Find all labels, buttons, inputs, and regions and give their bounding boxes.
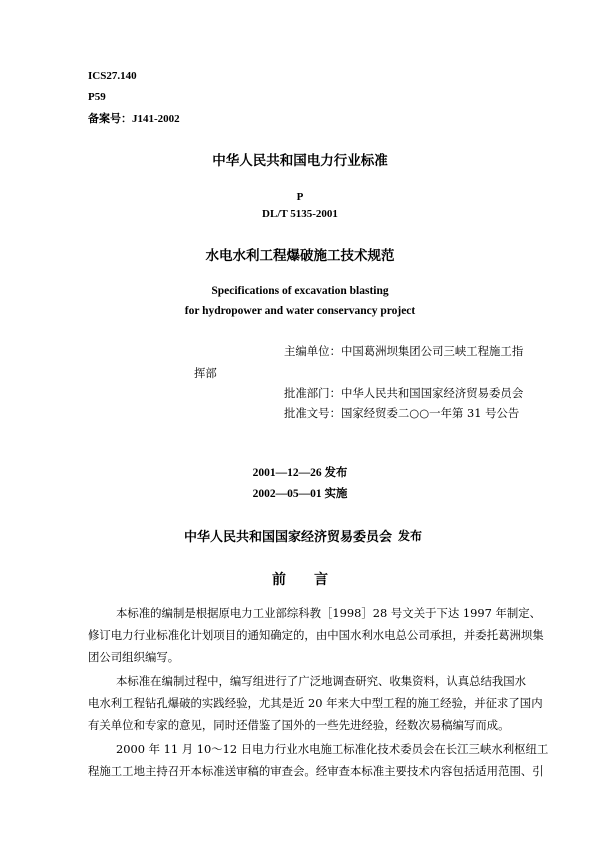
standard-number: DL/T 5135-2001	[262, 208, 338, 220]
code-letter: P	[296, 191, 304, 203]
title-en-line: for hydropower and water conservancy project	[184, 305, 416, 317]
foreword-line: 有关单位和专家的意见，同时还借鉴了国外的一些先进经验，经数次易稿编写而成。	[88, 718, 510, 732]
foreword-line: 电水利工程钻孔爆破的实践经验，尤其是近 20 年来大中型工程的施工经验，并征求了国内	[88, 696, 543, 710]
title-en-line: Specifications of excavation blasting	[211, 285, 389, 297]
foreword-line: 本标准的编制是根据原电力工业部综科教［1998］28 号文关于下达 1997 年制定、	[116, 606, 542, 620]
title-cn: 水电水利工程爆破施工技术规范	[205, 248, 395, 264]
record-number: 备案号：J141-2002	[88, 113, 180, 125]
implement-date: 2002—05—01 实施	[252, 488, 348, 500]
standard-category: 中华人民共和国电力行业标准	[212, 153, 388, 169]
foreword-line: 修订电力行业标准化计划项目的通知确定的，由中国水利水电总公司承担，并委托葛洲坝集	[88, 628, 544, 642]
approval-document: 批准文号：国家经贸委二○○一年第 31 号公告	[284, 406, 520, 420]
ics-code: ICS27.140	[88, 70, 137, 82]
issuer-action: 发布	[398, 529, 423, 543]
foreword-line: 本标准在编制过程中，编写组进行了广泛地调查研究、收集资料，认真总结我国水	[116, 674, 527, 688]
foreword-line: 2000 年 11 月 10～12 日电力行业水电施工标准化技术委员会在长江三峡水利枢纽工	[116, 742, 549, 756]
foreword-line: 团公司组织编写。	[88, 650, 180, 664]
editor-unit-continued: 挥部	[194, 366, 217, 380]
approving-department: 批准部门：中华人民共和国国家经济贸易委员会	[284, 386, 524, 400]
editor-unit: 主编单位：中国葛洲坝集团公司三峡工程施工指	[284, 344, 524, 358]
foreword-heading: 前 言	[272, 572, 328, 588]
foreword-line: 程施工工地主持召开本标准送审稿的审查会。经审查本标准主要技术内容包括适用范围、引	[88, 764, 544, 778]
classification-code: P59	[88, 91, 106, 103]
issuer-name: 中华人民共和国国家经济贸易委员会	[184, 530, 393, 545]
publish-date: 2001—12—26 发布	[252, 467, 348, 479]
